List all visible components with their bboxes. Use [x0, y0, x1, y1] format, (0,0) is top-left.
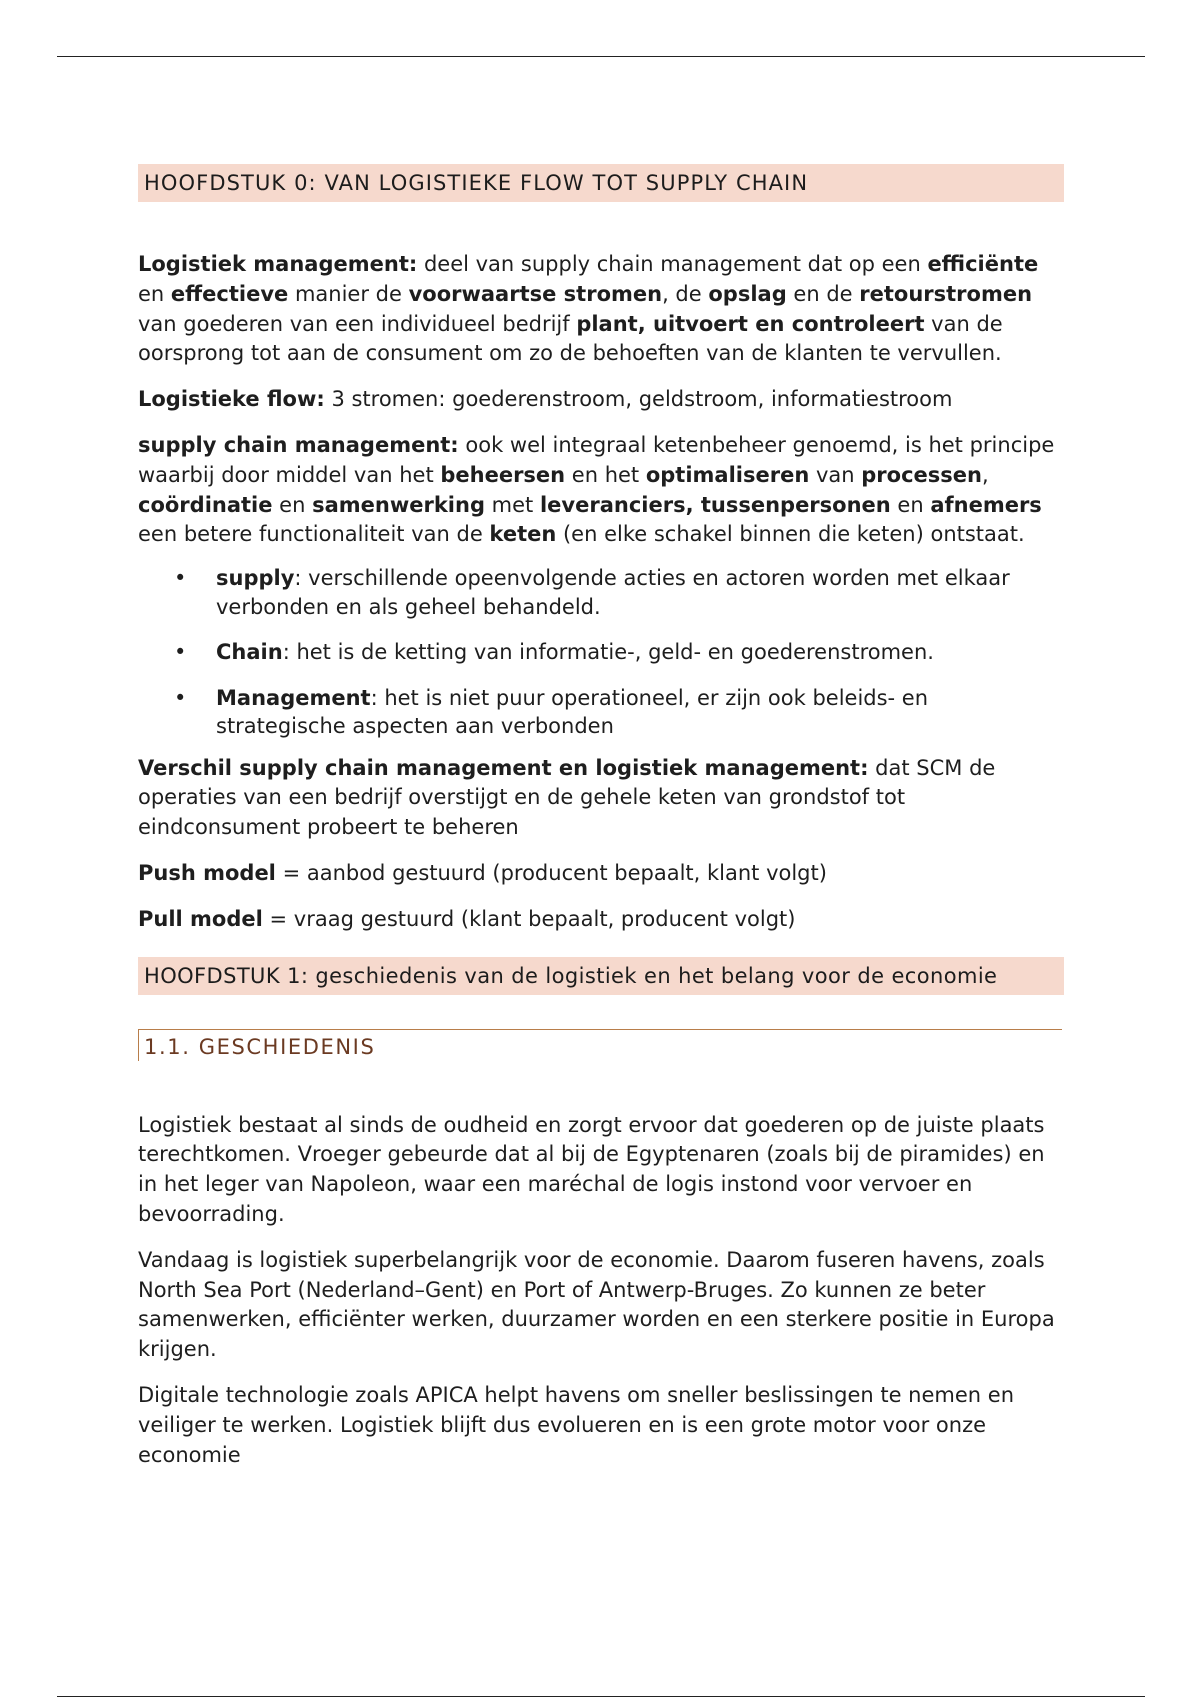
emphasis: processen: [861, 462, 982, 487]
text: van de oorsprong tot aan de consument om zo de behoeften van de klanten te vervullen.: [138, 311, 1003, 366]
emphasis: coördinatie: [138, 492, 273, 517]
text: 3 stromen: goederenstroom, geldstroom, informatiestroom: [324, 387, 953, 412]
text: : het is de ketting van informatie-, geld- en goederenstromen.: [282, 640, 934, 665]
logistieke-flow-paragraph: [138, 385, 1064, 415]
section-1-1-heading: 1.1. GESCHIEDENIS: [144, 1034, 376, 1059]
emphasis: optimaliseren: [645, 462, 810, 487]
geschiedenis-paragraph-1: Logistiek bestaat al sinds de oudheid en zorgt ervoor dat goederen op de juiste plaats terechtkomen. Vroeger gebeurde dat al bij de Egyptenaren (zoals bij de piramides) en in het leger van Napoleon, waar een maréchal de logis instond voor vervoer en bevoorrading.: [138, 1112, 1045, 1227]
text: (en elke schakel binnen die keten) ontstaat.: [556, 522, 1025, 547]
text: : het is niet puur operationeel, er zijn ook beleids- en strategische aspecten aan verbonden: [216, 685, 929, 739]
list-item: [138, 684, 1064, 741]
text: dat SCM de operaties van een bedrijf overstijgt en de gehele keten van grondstof tot eindconsument probeert te beheren: [138, 755, 996, 840]
text: en: [272, 492, 313, 517]
scm-paragraph: [138, 431, 1064, 550]
list-item: [138, 638, 1064, 667]
chapter-0-heading: HOOFDSTUK 0: VAN LOGISTIEKE FLOW TOT SUPPLY CHAIN: [138, 164, 1064, 202]
emphasis: voorwaartse stromen: [408, 281, 663, 306]
emphasis: beheersen: [440, 462, 566, 487]
text: , de: [662, 281, 709, 306]
text: en: [890, 492, 931, 517]
emphasis: retourstromen: [859, 281, 1033, 306]
page-bottom-rule: [57, 1696, 1145, 1697]
text: deel van supply chain management dat op een: [417, 252, 928, 276]
text: en: [138, 281, 171, 306]
text: : verschillende opeenvolgende acties en actoren worden met elkaar verbonden en als geheel behandeld.: [216, 566, 1010, 619]
emphasis: opslag: [708, 281, 787, 306]
scm-bullet-list: [138, 564, 1064, 741]
term: Push model: [138, 861, 276, 886]
term: Chain: [216, 640, 283, 665]
document-body: [138, 164, 1064, 1470]
text: en de: [786, 281, 860, 306]
emphasis: plant, uitvoert en controleert: [576, 311, 925, 336]
push-model-paragraph: [138, 859, 1064, 889]
term: Pull model: [138, 906, 263, 931]
term: supply: [216, 566, 295, 591]
logistiek-management-paragraph: [138, 250, 1064, 369]
page-top-rule: [57, 56, 1145, 57]
text: en het: [565, 462, 646, 487]
bullet-icon: •: [174, 640, 187, 665]
text: een betere functionaliteit van de: [138, 522, 490, 547]
term: Logistieke flow:: [138, 387, 325, 412]
text: van: [809, 462, 862, 487]
emphasis: effectieve: [170, 281, 289, 306]
emphasis: efficiënte: [927, 252, 1039, 276]
term: Verschil supply chain management en logistiek management:: [138, 755, 869, 780]
text: = aanbod gestuurd (producent bepaalt, klant volgt): [275, 861, 827, 886]
term: Logistiek management:: [138, 252, 418, 276]
list-item: [138, 564, 1064, 621]
verschil-paragraph: [138, 754, 1064, 843]
text: ,: [981, 462, 989, 487]
bullet-icon: •: [174, 685, 187, 710]
text: ook wel integraal ketenbeheer genoemd, is het principe waarbij door middel van het: [138, 432, 1055, 487]
emphasis: afnemers: [930, 492, 1042, 517]
emphasis: keten: [489, 522, 557, 547]
geschiedenis-paragraph-3: Digitale technologie zoals APICA helpt havens om sneller beslissingen te nemen en veiliger te werken. Logistiek blijft dus evolueren en is een grote motor voor onze economie: [138, 1383, 1015, 1467]
term: supply chain management:: [138, 432, 459, 457]
emphasis: samenwerking: [312, 492, 485, 517]
text: manier de: [288, 281, 409, 306]
pull-model-paragraph: [138, 905, 1064, 935]
bullet-icon: •: [174, 566, 187, 591]
chapter-1-heading: HOOFDSTUK 1: geschiedenis van de logistiek en het belang voor de economie: [138, 957, 1064, 995]
section-heading-box: [138, 1029, 1062, 1061]
text: = vraag gestuurd (klant bepaalt, producent volgt): [262, 906, 796, 931]
text: met: [485, 492, 540, 517]
geschiedenis-paragraph-2: Vandaag is logistiek superbelangrijk voor de economie. Daarom fuseren havens, zoals North Sea Port (Nederland–Gent) en Port of Antwerp-Bruges. Zo kunnen ze beter samenwerken, efficiënter werken, duurzamer worden en een sterkere positie in Europa krijgen.: [138, 1247, 1055, 1362]
emphasis: leveranciers, tussenpersonen: [539, 492, 891, 517]
term: Management: [216, 685, 371, 710]
text: van goederen van een individueel bedrijf: [138, 311, 577, 336]
